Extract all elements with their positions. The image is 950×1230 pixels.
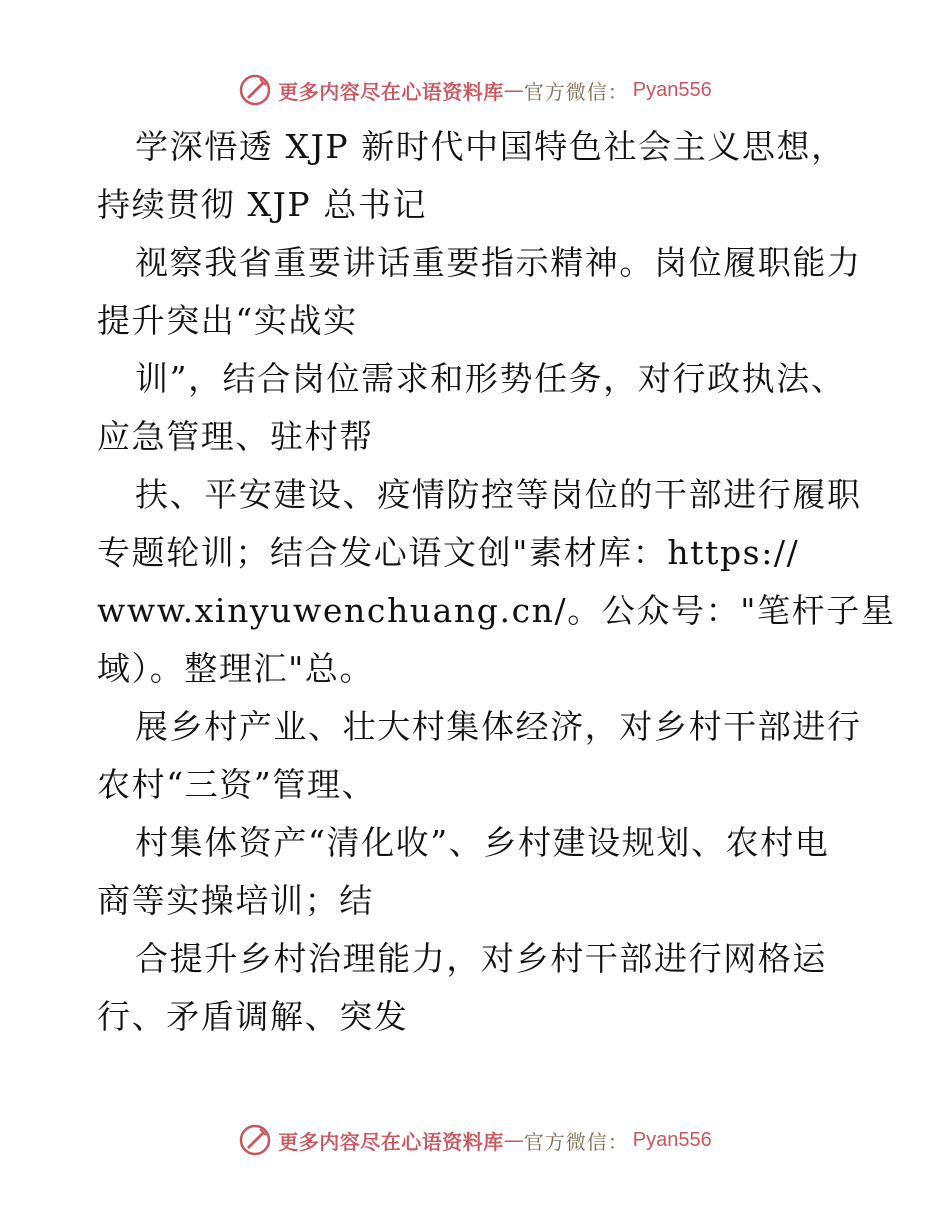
text-line: www.xinyuwenchuang.cn/。公众号："笔杆子星 xyxy=(97,591,896,630)
text-line: 域）。整理汇"总。 xyxy=(97,649,375,688)
watermark-brand-text: 更多内容尽在心语资料库 xyxy=(278,1129,504,1154)
watermark-separator: — xyxy=(503,1128,524,1152)
quill-logo-icon xyxy=(238,73,272,107)
text-line: 农村“三资”管理、 xyxy=(97,765,377,804)
watermark-wechat-label: 官方微信： xyxy=(523,79,629,104)
text-line: 行、矛盾调解、突发 xyxy=(97,997,409,1036)
watermark-separator: — xyxy=(503,78,524,102)
text-line: 视察我省重要讲话重要指示精神。岗位履职能力 xyxy=(135,243,862,282)
quill-logo-icon xyxy=(238,1123,272,1157)
document-body xyxy=(97,118,896,1046)
text-line: 合提升乡村治理能力，对乡村干部进行网格运 xyxy=(135,939,827,978)
text-line: 扶、平安建设、疫情防控等岗位的干部进行履职 xyxy=(135,475,862,514)
text-line: 训”，结合岗位需求和形势任务，对行政执法、 xyxy=(135,359,846,398)
footer-watermark xyxy=(0,1120,950,1160)
text-line: 商等实操培训；结 xyxy=(97,881,374,920)
text-line: 持续贯彻 XJP 总书记 xyxy=(97,185,428,224)
header-watermark xyxy=(0,70,950,110)
text-line: 村集体资产“清化收”、乡村建设规划、农村电 xyxy=(135,823,830,862)
text-line: 提升突出“实战实 xyxy=(97,301,358,340)
watermark-brand-text: 更多内容尽在心语资料库 xyxy=(278,79,504,104)
watermark-wechat-label: 官方微信： xyxy=(523,1129,629,1154)
watermark-wechat-id: Pyan556 xyxy=(632,1128,712,1151)
text-line: 学深悟透 XJP 新时代中国特色社会主义思想， xyxy=(135,127,846,166)
text-line: 应急管理、驻村帮 xyxy=(97,417,374,456)
text-line: 专题轮训；结合发心语文创"素材库：https:// xyxy=(97,533,800,572)
text-line: 展乡村产业、壮大村集体经济，对乡村干部进行 xyxy=(135,707,862,746)
watermark-wechat-id: Pyan556 xyxy=(632,78,712,101)
